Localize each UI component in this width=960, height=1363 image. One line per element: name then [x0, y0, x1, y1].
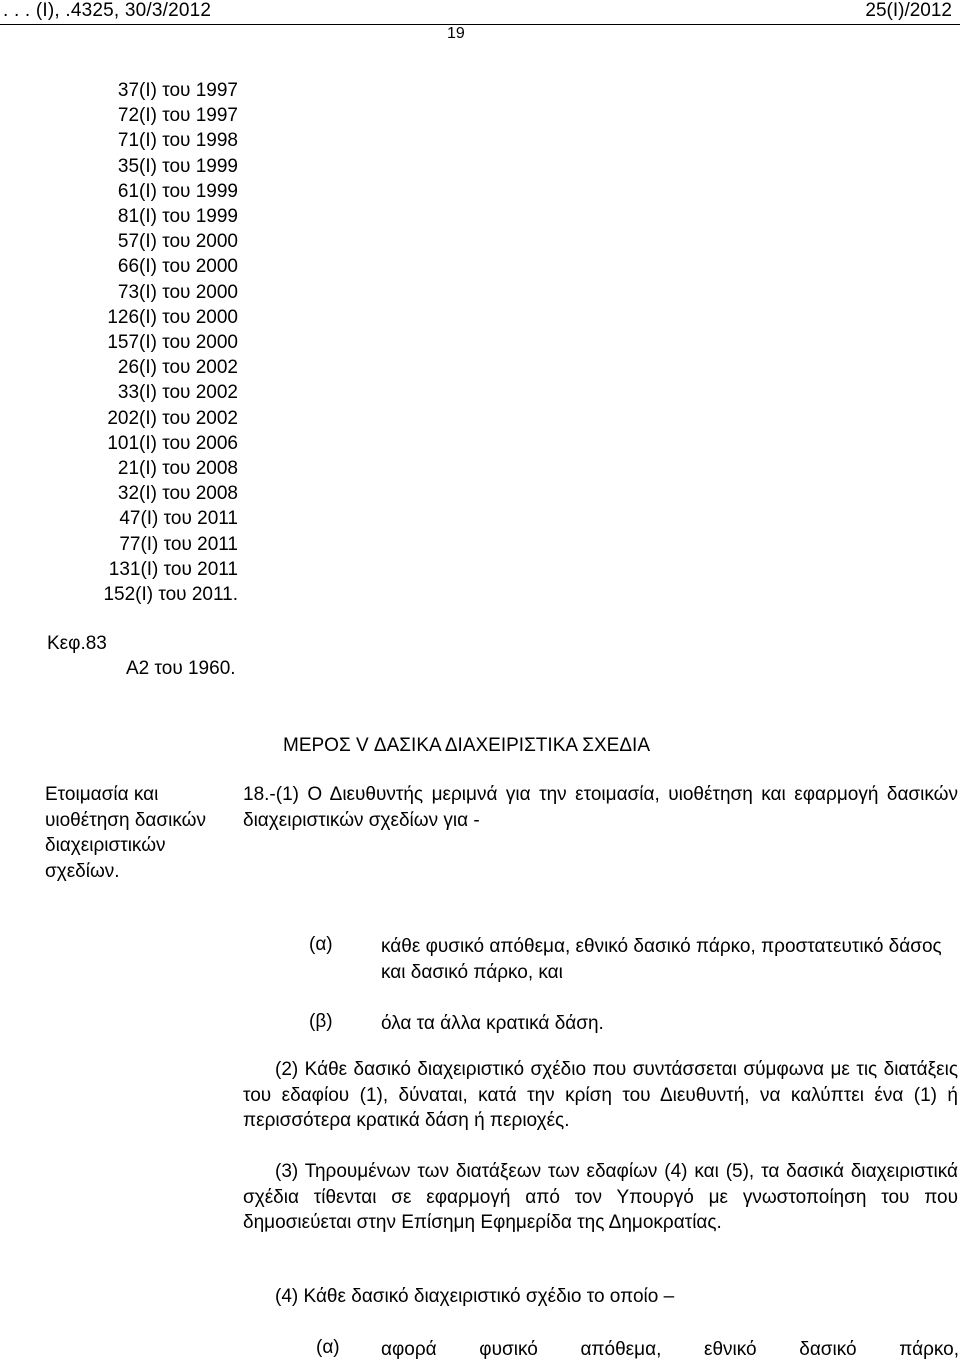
header-right: 25(Ι)/2012 — [865, 0, 952, 21]
section-18-paragraph-3: (3) Τηρουμένων των διατάξεων των εδαφίων (4) και (5), τα δασικά διαχειριστικά σχέδια τίθενται σε εφαρμογή από τον Υπουργό με γνωστοποίηση του που δημοσιεύεται στην Επίσημη Εφημερίδα της Δημοκρατίας. — [243, 1161, 958, 1233]
law-item: 157(Ι) του 2000 — [107, 332, 238, 354]
law-item: 21(Ι) του 2008 — [117, 458, 238, 480]
law-item: 77(Ι) του 2011 — [119, 533, 238, 555]
law-item: 47(Ι) του 2011 — [119, 508, 238, 530]
item-text-a: κάθε φυσικό απόθεμα, εθνικό δασικό πάρκο, προστατευτικό δάσος και δασικό πάρκο, και — [381, 936, 942, 983]
item-text-b: όλα τα άλλα κρατικά δάση. — [381, 1013, 604, 1034]
side-note: Ετοιμασία και υιοθέτηση δασικών διαχειριστικών σχεδίων. — [45, 784, 206, 882]
law-item: 152(Ι) του 2011. — [103, 584, 238, 606]
header-left: . . . (Ι), .4325, 30/3/2012 — [3, 0, 212, 21]
law-item: 32(Ι) του 2008 — [117, 483, 238, 505]
item-label-a: (α) — [309, 934, 333, 955]
law-item: 26(Ι) του 2002 — [117, 357, 238, 379]
law-item: 37(Ι) του 1997 — [117, 80, 238, 101]
sub4-item-label-a: (α) — [316, 1337, 340, 1358]
chapter-label: Κεφ.83 — [47, 633, 107, 654]
law-item: 33(Ι) του 2002 — [117, 382, 238, 404]
header-rule — [0, 24, 960, 25]
laws-list — [78, 78, 238, 607]
law-item: 57(Ι) του 2000 — [117, 231, 238, 253]
law-item: 73(Ι) του 2000 — [117, 281, 238, 303]
law-item: 126(Ι) του 2000 — [107, 306, 238, 328]
item-label-b: (β) — [309, 1011, 333, 1032]
law-item: 66(Ι) του 2000 — [117, 256, 238, 278]
law-item: 35(Ι) του 1999 — [117, 155, 238, 177]
law-item: 202(Ι) του 2002 — [107, 407, 238, 429]
law-item: 131(Ι) του 2011 — [108, 558, 238, 580]
law-item: 101(Ι) του 2006 — [107, 432, 238, 454]
law-item: 81(Ι) του 1999 — [117, 206, 238, 228]
sub4-item-text-a: αφορά φυσικό απόθεμα, εθνικό δασικό πάρκο, — [381, 1339, 959, 1360]
chapter-sub: Α2 του 1960. — [126, 658, 236, 679]
law-item: 71(Ι) του 1998 — [117, 130, 238, 152]
page-number: 19 — [447, 25, 465, 42]
section-18-paragraph-2: (2) Κάθε δασικό διαχειριστικό σχέδιο που συντάσσεται σύμφωνα με τις διατάξεις του εδαφίου (1), δύναται, κατά την κρίση του Διευθυντή, να καλύπτει ένα (1) ή περισσότερα κρατικά δάση ή περιοχές. — [243, 1059, 958, 1131]
section-18-paragraph-4: (4) Κάθε δασικό διαχειριστικό σχέδιο το οποίο – — [275, 1286, 675, 1307]
law-item: 61(Ι) του 1999 — [117, 180, 238, 202]
part-title: ΜΕΡΟΣ V ΔΑΣΙΚΑ ΔΙΑΧΕΙΡΙΣΤΙΚΑ ΣΧΕΔΙΑ — [283, 735, 651, 756]
section-18-paragraph-1: 18.-(1) Ο Διευθυντής μεριμνά για την ετοιμασία, υιοθέτηση και εφαρμογή δασικών διαχειριστικών σχεδίων για - — [243, 784, 958, 831]
law-item: 72(Ι) του 1997 — [117, 105, 238, 127]
